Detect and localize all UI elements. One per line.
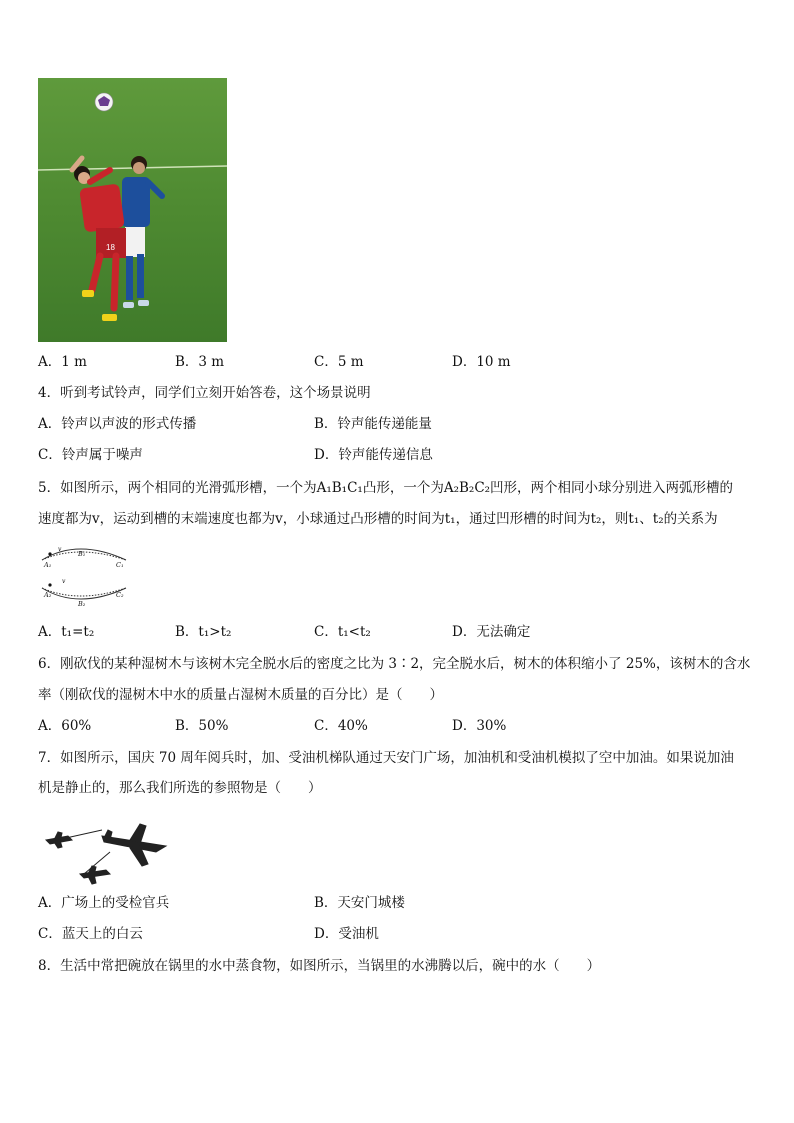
q7-stem-line1: 7．如图所示，国庆 70 周年阅兵时，加、受油机梯队通过天安门广场，加油机和受油机模拟了空中加油。如果说加油 bbox=[38, 750, 734, 766]
soccer-photo bbox=[38, 78, 227, 342]
label-a1: A₁ bbox=[44, 561, 52, 569]
q4-stem: 4．听到考试铃声，同学们立刻开始答卷，这个场景说明 bbox=[38, 385, 371, 401]
q3-option-a[interactable]: A．1 m bbox=[38, 354, 87, 370]
label-c1: C₁ bbox=[116, 561, 124, 569]
q4-option-d[interactable]: D．铃声能传递信息 bbox=[314, 447, 433, 463]
q3-option-b[interactable]: B．3 m bbox=[175, 354, 225, 370]
q3-option-c[interactable]: C．5 m bbox=[314, 354, 364, 370]
q4-option-b[interactable]: B．铃声能传递能量 bbox=[314, 416, 432, 432]
q6-option-c[interactable]: C．40% bbox=[314, 718, 368, 734]
q5-option-c[interactable]: C．t₁<t₂ bbox=[314, 624, 371, 640]
q7-option-b[interactable]: B．天安门城楼 bbox=[314, 895, 405, 911]
q4-option-a[interactable]: A．铃声以声波的形式传播 bbox=[38, 416, 197, 432]
q5-option-a[interactable]: A．t₁=t₂ bbox=[38, 624, 95, 640]
q6-stem-line1: 6．刚砍伐的某种湿树木与该树木完全脱水后的密度之比为 3∶2，完全脱水后，树木的体积缩小了 25%，该树木的含水 bbox=[38, 656, 751, 672]
q5-stem-line2: 速度都为v，运动到槽的末端速度也都为v，小球通过凸形槽的时间为t₁，通过凹形槽的时间为t₂，则t₁、t₂的关系为 bbox=[38, 511, 718, 527]
q8-stem: 8．生活中常把碗放在锅里的水中蒸食物，如图所示，当锅里的水沸腾以后，碗中的水（ ） bbox=[38, 958, 601, 974]
q5-option-b[interactable]: B．t₁>t₂ bbox=[175, 624, 232, 640]
q4-option-c[interactable]: C．铃声属于噪声 bbox=[38, 447, 143, 463]
q6-option-b[interactable]: B．50% bbox=[175, 718, 229, 734]
label-b2: B₂ bbox=[78, 600, 86, 608]
label-b1: B₁ bbox=[78, 550, 86, 558]
q7-option-c[interactable]: C．蓝天上的白云 bbox=[38, 926, 143, 942]
label-c2: C₂ bbox=[116, 591, 124, 599]
q6-option-a[interactable]: A．60% bbox=[38, 718, 92, 734]
q6-stem-line2: 率（刚砍伐的湿树木中水的质量占湿树木质量的百分比）是（ ） bbox=[38, 687, 443, 703]
q5-option-d[interactable]: D．无法确定 bbox=[452, 624, 531, 640]
q7-option-d[interactable]: D．受油机 bbox=[314, 926, 379, 942]
q7-option-a[interactable]: A．广场上的受检官兵 bbox=[38, 895, 170, 911]
q6-option-d[interactable]: D．30% bbox=[452, 718, 507, 734]
q7-stem-line2: 机是静止的，那么我们所选的参照物是（ ） bbox=[38, 780, 322, 796]
label-v-bottom: v bbox=[62, 578, 66, 585]
label-a2: A₂ bbox=[44, 591, 52, 599]
q5-stem-line1: 5．如图所示，两个相同的光滑弧形槽，一个为A₁B₁C₁凸形，一个为A₂B₂C₂凹形，两个相同小球分别进入两弧形槽的 bbox=[38, 480, 734, 496]
q3-option-d[interactable]: D．10 m bbox=[452, 354, 511, 370]
jersey-number: 18 bbox=[106, 243, 115, 252]
q5-figure bbox=[38, 540, 133, 608]
label-v-top: v bbox=[58, 546, 62, 553]
q7-figure-refueling-planes bbox=[44, 818, 169, 888]
